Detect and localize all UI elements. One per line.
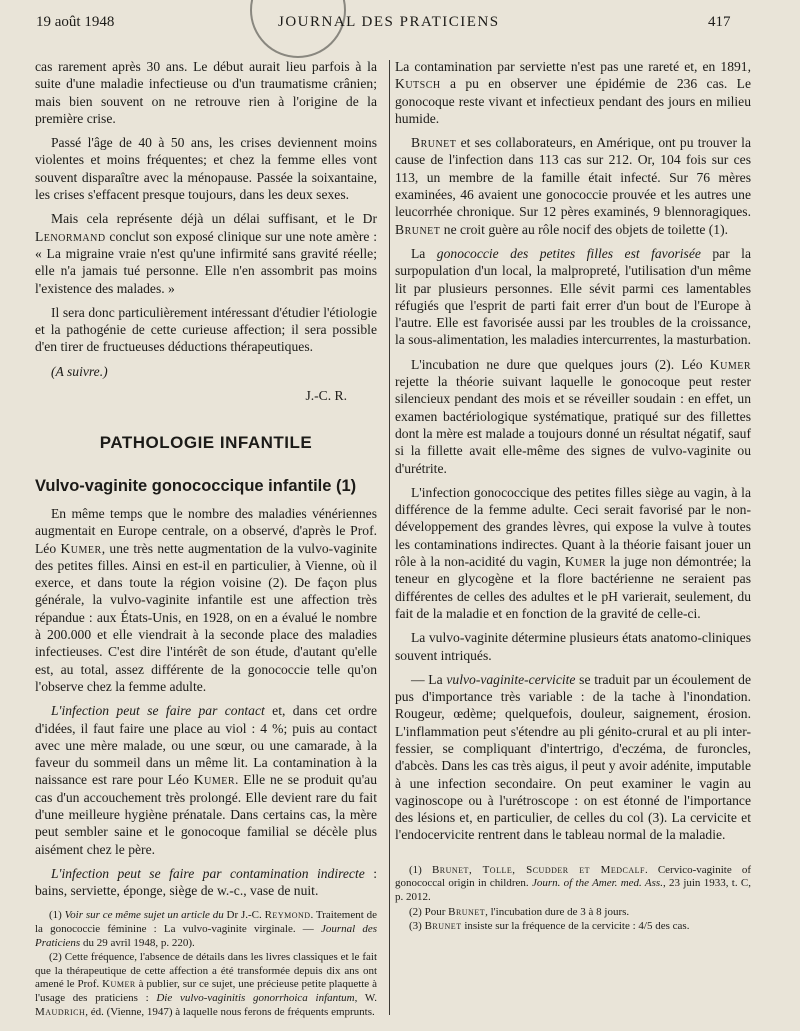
right-column [395,58,751,935]
column-divider [389,60,390,1015]
paragraph: La gonococcie des petites filles est favorisée par la surpopulation d'un local, la malpropreté, l'utilisation d'un même lit par plusieurs personnes. Elle sévit parmi ces lamentables réfugiés que l'esprit de parti fait errer d'un bout de l'Europe à l'autre. Elle est favorisée aussi par les troubles de la croissance, la sous-alimentation, les maladies intercurrentes, la masturbation. [395,245,751,348]
paragraph: — La vulvo-vaginite-cervicite se traduit par un écoulement de pus d'importance très variable : de la tache à l'inondation. Rougeur, œdème; quelquefois, douleur, saignement, érosion. L'inflammation peut s'étendre au pli génito-crural et au pli inter-fessier, se compliquant d'intertrigo, d'eczéma, de furoncles, d'abcès. Dans les cas très aigus, il peut y avoir adénite, imputable à une infection secondaire. On peut examiner le vagin au vaginoscope ou à l'urétroscope : on est étonné de l'importance des lésions et, en particulier, de celles du col (3). La cervicite et l'endocervicite rentrent dans le tableau normal de la maladie. [395,671,751,843]
paragraph: En même temps que le nombre des maladies vénériennes augmentait en Europe centrale, on a observé, d'après le Prof. Léo Kumer, une très nette augmentation de la vulvo-vaginite des petites filles. Ainsi en est-il en particulier, à Vienne, où il exerce, et dans toute la région voisine (2). De façon plus générale, la vulvo-vaginite infantile est une affection très répandue : aux États-Unis, en 1928, on en a évalué le nombre à 200.000 et elle viendrait à la seconde place des maladies infectieuses. C'est dire l'intérêt de son étude, d'autant qu'elle est, au total, assez différente de la gonococcie telle qu'on l'observe chez la femme adulte. [35,505,377,694]
paragraph: L'incubation ne dure que quelques jours (2). Léo Kumer rejette la théorie suivant laquelle le gonocoque peut rester silencieux pendant des mois et se réveiller soudain : en effet, un examen bactériologique systématique, pratiqué sur des fillettes dont la mère est malade a toujours donné un résultat négatif, sauf si la fillette avait elle-même des signes de vulvo-vaginite ou d'urétrite. [395,356,751,476]
page-header [0,0,800,40]
to-be-continued: (A suivre.) [51,363,108,379]
footnote: (2) Pour Brunet, l'incubation dure de 3 à 8 jours. [409,905,630,918]
section-heading: PATHOLOGIE INFANTILE [99,433,313,453]
paragraph: L'infection peut se faire par contamination indirecte : bains, serviette, éponge, siège de w.-c., vase de nuit. [35,865,377,899]
paragraph: Il sera donc particulièrement intéressant d'étudier l'étiologie et la pathogénie de cette curieuse affection; il sera possible d'en tirer de fructueuses déductions thérapeutiques. [35,304,377,355]
paragraph: Passé l'âge de 40 à 50 ans, les crises deviennent moins violentes et moins fréquentes; et chez la femme elles vont souvent disparaître avec la ménopause. Passée la soixantaine, les crises s'effacent presque toujours, dans les deux sexes. [35,135,377,203]
paragraph: La vulvo-vaginite détermine plusieurs états anatomo-cliniques souvent intriqués. [395,630,751,663]
footnote: (2) Cette fréquence, l'absence de détails dans les livres classiques et le fait que la thérapeutique de cette affection a été transformée depuis dix ans ont amené le Prof. Kumer à publier, sur ce sujet, une précieuse petite plaquette à l'usage des praticiens : Die vulvo-vaginitis gonorrhoica infantum, W. Maudrich, éd. (Vienne, 1947) à laquelle nous ferons de fréquents emprunts. [35,951,377,1018]
author-name: Lenormand [35,228,106,244]
footnote: (3) Brunet insiste sur la fréquence de la cervicite : 4/5 des cas. [409,920,690,933]
paragraph: cas rarement après 30 ans. Le début aurait lieu parfois à la suite d'une maladie infectieuse ou d'un traumatisme crânien; mais bien souvent on ne retrouve rien à l'origine de la première crise. [35,59,377,126]
left-column [35,58,377,1020]
footnote: (1) Voir sur ce même sujet un article du Dr J.-C. Reymond. Traitement de la gonococcie féminine : La vulvo-vaginite virginale. — Journal des Praticiens du 29 avril 1948, p. 220). [35,909,378,949]
paragraph: Mais cela représente déjà un délai suffisant, et le Dr Lenormand conclut son exposé clinique sur une note amère : « La migraine vraie n'est qu'une infirmité sans gravité réelle; elle n'a jamais tué personne. Elle n'en assombrit pas moins l'existence des malades. » [35,211,377,296]
page-number: 417 [708,14,731,30]
author-signoff: J.-C. R. [305,388,347,404]
journal-title: JOURNAL DES PRATICIENS [278,14,500,30]
article-title: Vulvo-vaginite gonococcique infantile (1) [35,476,357,495]
paragraph: La contamination par serviette n'est pas une rareté et, en 1891, Kutsch a pu en observer une épidémie de 236 cas. Le gonocoque reste vivant et infectieux pendant des jours en milieu humide. [395,59,751,126]
paragraph: Brunet et ses collaborateurs, en Amérique, ont pu trouver la cause de l'infection dans 113 cas sur 212. Or, 104 fois sur ces 113, un membre de la famille était infecté. Sur 76 mères examinées, 46 avaient une gonococcie prouvée et les autres une leucorrhée chronique. Sur 12 pères examinés, 9 blennoragiques. Brunet ne croit guère au rôle nocif des objets de toilette (1). [395,135,751,237]
footnote: (1) Brunet, Tolle, Scudder et Medcalf. Cervico-vaginite of gonococcal origin in children. Journ. of the Amer. med. Ass., 23 juin 1933, t. C, p. 2012. [395,863,751,903]
issue-date: 19 août 1948 [36,14,115,30]
paragraph: L'infection peut se faire par contact et, dans cet ordre d'idées, il faut faire une place au viol : 4 %; puis au contact avec une mère malade, ou une sœur, ou une camarade, à la faveur du sommeil dans un même lit. La contamination à la naissance est rare pour Léo Kumer. Elle ne se produit qu'au cas d'un accouchement très prolongé. Elle devient rare du fait d'une meilleure hygiène prénatale. Dans certains cas, la mère peut sembler saine et le gonocoque familial se décèle plus aisément chez le père. [35,703,377,857]
footnotes [395,864,751,934]
paragraph: L'infection gonococcique des petites filles siège au vagin, à la différence de la femme adulte. Ceci serait favorisé par le non-développement des grandes lèvres, qui expose la vulve à toutes les contaminations indirectes. Quant à la théorie faisant jouer un rôle à la non-acidité du vagin, Kumer la juge non démontrée; la teneur en glycogène et la flore bactérienne ne seraient pas différentes de celles des adultes et le pH varierait, seulement, du fait de la maladie et en fonction de la gravité de celle-ci. [395,484,751,621]
footnotes [35,909,377,1019]
